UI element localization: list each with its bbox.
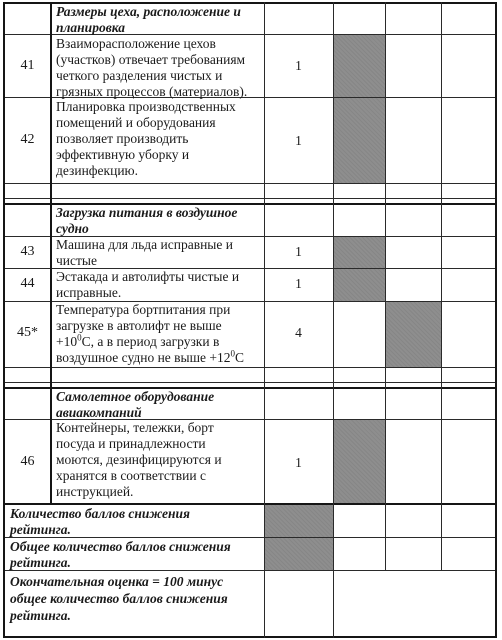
requirement-text: Взаиморасположение цехов (участков) отвечает требованиям четкого разделения чистых и грязных процессов (материалов). bbox=[56, 36, 248, 99]
requirement-text: Планировка производственных помещений и оборудования позволяет производить эффективную уборку и дезинфекцию. bbox=[56, 99, 236, 178]
penalty-points: 1 bbox=[295, 276, 302, 291]
rating-reduction-points-label: Количество баллов снижения рейтинга. bbox=[10, 506, 190, 537]
shaded-cell-total-1 bbox=[264, 504, 333, 537]
row-number: 46 bbox=[20, 454, 35, 469]
penalty-points: 4 bbox=[295, 325, 302, 340]
shaded-cell-45 bbox=[385, 301, 441, 367]
row-number: 43 bbox=[20, 244, 35, 259]
shaded-cell-total-2 bbox=[264, 537, 333, 570]
shaded-cell-44 bbox=[333, 268, 385, 301]
requirement-text: Температура бортпитания при загрузке в автолифт не выше $+10^0С$, а в период загрузки в воздушное судно не выше $+12^0С$ bbox=[56, 302, 245, 365]
shaded-cell-42 bbox=[333, 97, 385, 183]
requirement-text: Эстакада и автолифты чистые и исправные. bbox=[56, 269, 240, 300]
shaded-cell-43 bbox=[333, 236, 385, 268]
row-number: 42 bbox=[20, 132, 35, 147]
penalty-points: 1 bbox=[295, 455, 302, 470]
requirement-text: Контейнеры, тележки, борт посуда и принадлежности моются, дезинфицируются и хранятся в соответствии с инструкцией. bbox=[56, 420, 222, 499]
requirement-text: Машина для льда исправные и чистые bbox=[56, 237, 233, 268]
shaded-cell-46 bbox=[333, 419, 385, 504]
total-reduction-points-label: Общее количество баллов снижения рейтинга. bbox=[10, 539, 231, 570]
row-number: 41 bbox=[20, 58, 35, 73]
final-score-label: Окончательная оценка = 100 минус общее количество баллов снижения рейтинга. bbox=[10, 574, 228, 623]
row-number: 45* bbox=[17, 325, 38, 340]
penalty-points: 1 bbox=[295, 133, 302, 148]
penalty-points: 1 bbox=[295, 244, 302, 259]
section-title-layout: Размеры цеха, расположение и планировка bbox=[56, 4, 241, 35]
section-title-loading: Загрузка питания в воздушное судно bbox=[56, 205, 238, 236]
penalty-points: 1 bbox=[295, 58, 302, 73]
section-title-equipment: Самолетное оборудование авиакомпаний bbox=[56, 389, 215, 420]
shaded-cell-41 bbox=[333, 34, 385, 97]
row-number: 44 bbox=[20, 276, 35, 291]
